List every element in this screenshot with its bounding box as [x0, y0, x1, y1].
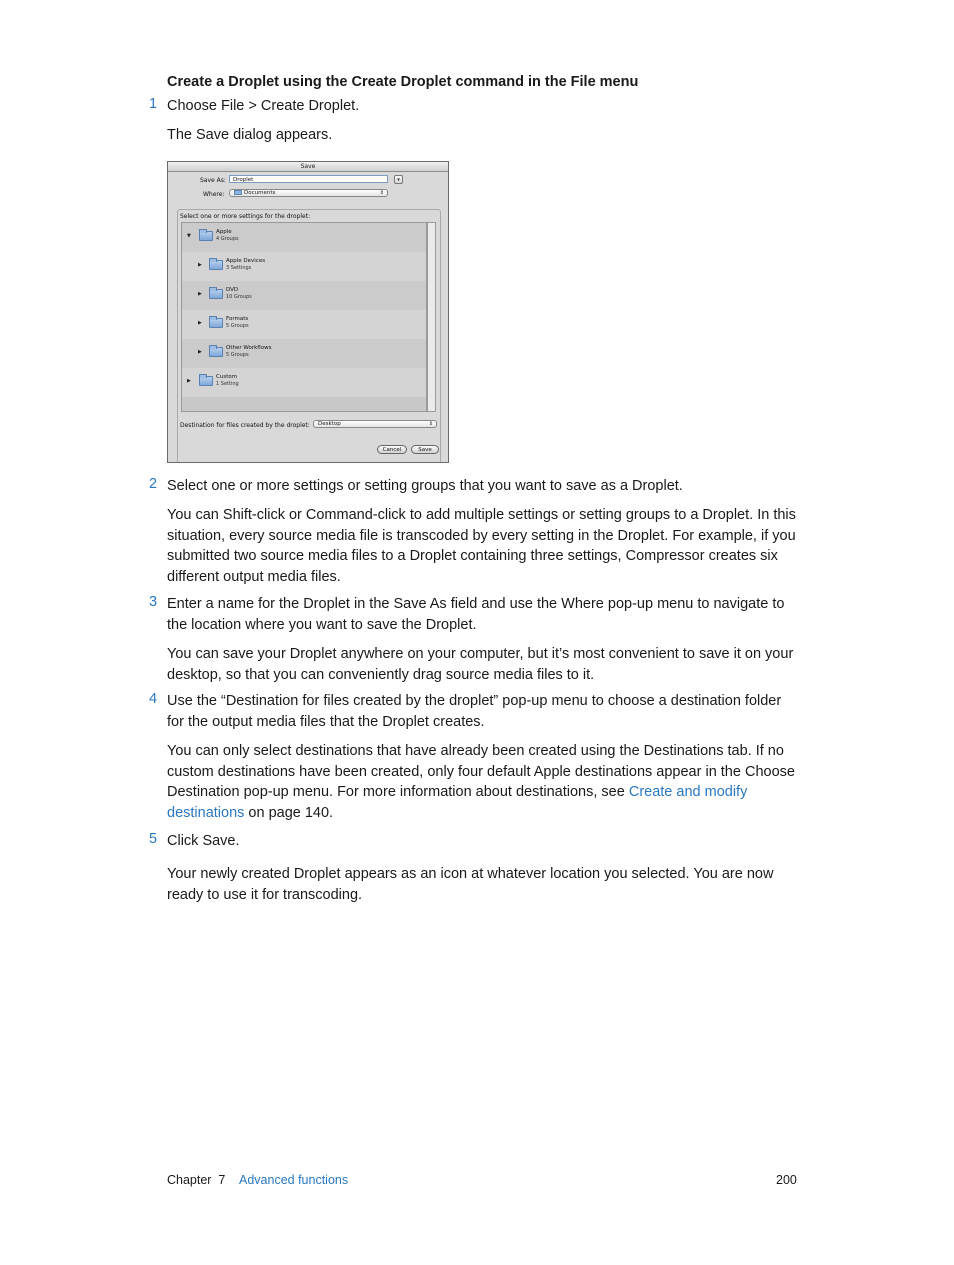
footer-chapter-link[interactable]: Advanced functions [239, 1173, 349, 1187]
destination-value: Desktop [318, 421, 341, 427]
item-count: 4 Groups [216, 236, 239, 242]
item-name: Custom [216, 374, 238, 380]
disclosure-triangle-right-icon[interactable]: ▶ [198, 262, 202, 268]
folder-icon [209, 260, 223, 270]
item-name: DVD [226, 287, 239, 293]
folder-icon [209, 347, 223, 357]
create-modify-destinations-link[interactable]: Create and modify destinations [167, 784, 748, 822]
settings-list[interactable] [181, 222, 427, 412]
save-as-field[interactable]: Droplet [229, 175, 388, 183]
folder-icon [209, 289, 223, 299]
step-text-1: Choose File > Create Droplet. [167, 98, 360, 114]
step-text-3: Enter a name for the Droplet in the Save As field and use the Where pop-up menu to navigate to the location where you want to save the Droplet. [167, 596, 785, 633]
item-count: 5 Groups [226, 323, 249, 329]
paragraph-save-anywhere: You can save your Droplet anywhere on your computer, but it’s most convenient to save it on your desktop, so that you can conveniently drag source media files to it. [167, 646, 794, 683]
item-name: Apple [216, 229, 232, 235]
item-count: 1 Setting [216, 381, 239, 387]
list-item[interactable] [182, 223, 426, 252]
where-value: Documents [244, 190, 276, 196]
list-item[interactable] [182, 281, 426, 310]
folder-icon [209, 318, 223, 328]
item-name: Formats [226, 316, 249, 322]
settings-list-scrollbar[interactable] [427, 222, 436, 412]
destinations-page-ref: on page 140. [244, 805, 334, 822]
step-text-2: Select one or more settings or setting groups that you want to save as a Droplet. [167, 478, 683, 494]
item-count: 3 Settings [226, 265, 252, 271]
paragraph-shift-click: You can Shift-click or Command-click to add multiple settings or setting groups to a Droplet. In this situation, every source media file is transcoded by every setting in the Droplet. For example, if you submitted two source media files to a Droplet containing three settings, Compressor creates six different output media files. [167, 507, 796, 586]
popup-arrows-icon: ⇕ [379, 190, 384, 196]
step-number-3: 3 [149, 594, 158, 610]
folder-icon [199, 231, 213, 241]
item-count: 10 Groups [226, 294, 252, 300]
item-name: Apple Devices [226, 258, 266, 264]
list-item[interactable] [182, 339, 426, 368]
save-button[interactable]: Save [411, 445, 439, 454]
step-text-5: Click Save. [167, 833, 240, 849]
paragraph-destinations [167, 741, 799, 824]
cancel-button[interactable]: Cancel [377, 445, 407, 454]
step-number-1: 1 [149, 96, 158, 112]
save-dialog [167, 161, 449, 463]
footer-chapter: Chapter 7 [167, 1173, 226, 1187]
destination-label: Destination for files created by the droplet: [180, 422, 310, 429]
folder-icon [199, 376, 213, 386]
dialog-title: Save [168, 162, 448, 172]
popup-arrows-icon: ⇕ [428, 421, 433, 427]
select-settings-label: Select one or more settings for the droplet: [180, 213, 311, 220]
item-count: 5 Groups [226, 352, 249, 358]
expand-dialog-button[interactable]: ▾ [394, 175, 403, 184]
disclosure-triangle-right-icon[interactable]: ▶ [198, 291, 202, 297]
step-number-2: 2 [149, 476, 158, 492]
item-name: Other Workflows [226, 345, 272, 351]
where-popup[interactable] [229, 189, 388, 197]
paragraph-result: Your newly created Droplet appears as an icon at whatever location you selected. You are now ready to use it for transcoding. [167, 866, 774, 903]
footer-page-number: 200 [776, 1173, 797, 1187]
paragraph-save-dialog: The Save dialog appears. [167, 127, 333, 143]
where-label: Where: [203, 191, 225, 198]
destinations-text: You can only select destinations that have already been created using the Destinations tab. If no custom destinations have been created, only four default Apple destinations appear in the Choose Destination pop-up menu. For more information about destinations, see [167, 743, 795, 801]
destination-popup[interactable] [313, 420, 437, 428]
folder-icon [234, 190, 242, 195]
section-heading: Create a Droplet using the Create Droplet command in the File menu [167, 74, 639, 90]
disclosure-triangle-down-icon[interactable]: ▼ [187, 233, 191, 239]
disclosure-triangle-right-icon[interactable]: ▶ [198, 320, 202, 326]
list-item[interactable] [182, 252, 426, 281]
step-text-4: Use the “Destination for files created by the droplet” pop-up menu to choose a destination folder for the output media files that the Droplet creates. [167, 693, 782, 730]
step-number-4: 4 [149, 691, 158, 707]
disclosure-triangle-right-icon[interactable]: ▶ [187, 378, 191, 384]
save-as-label: Save As: [200, 177, 226, 184]
list-item[interactable] [182, 310, 426, 339]
disclosure-triangle-right-icon[interactable]: ▶ [198, 349, 202, 355]
list-item[interactable] [182, 368, 426, 397]
step-number-5: 5 [149, 831, 158, 847]
